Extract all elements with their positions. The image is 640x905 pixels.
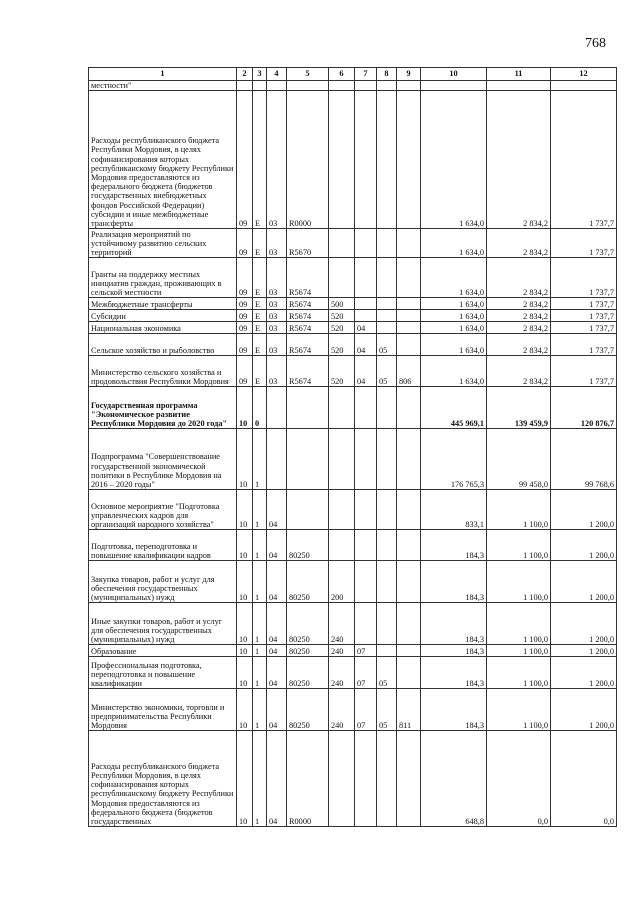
section-cell [355, 490, 377, 530]
section-cell [355, 561, 377, 603]
row-name-cell: Государственная программа "Экономическое развитие Республики Мордовия до 2020 года" [89, 387, 237, 429]
row-name-cell: Подготовка, переподготовка и повышение квалификации кадров [89, 530, 237, 561]
table-row [89, 298, 617, 310]
target-article-cell: R5674 [287, 298, 329, 310]
subprogram-code-cell: 0 [253, 387, 267, 429]
section-cell [355, 731, 377, 827]
event-code-cell [267, 429, 287, 490]
expense-type-cell [329, 229, 355, 258]
expense-type-cell [329, 81, 355, 91]
amount-2020-cell: 2 834,2 [487, 310, 551, 322]
event-code-cell: 04 [267, 645, 287, 657]
program-code-cell: 09 [237, 298, 253, 310]
amount-2021-cell: 1 737,7 [551, 258, 617, 298]
amount-2021-cell: 1 737,7 [551, 298, 617, 310]
amount-2019-cell: 184,3 [421, 689, 487, 731]
column-header: 6 [329, 68, 355, 81]
row-name-cell: Межбюджетные трансферты [89, 298, 237, 310]
ministry-code-cell [397, 561, 421, 603]
program-code-cell: 10 [237, 731, 253, 827]
amount-2019-cell: 445 969,1 [421, 387, 487, 429]
subsection-cell [377, 429, 397, 490]
target-article-cell: R5674 [287, 334, 329, 356]
ministry-code-cell [397, 91, 421, 229]
subprogram-code-cell: 1 [253, 645, 267, 657]
program-code-cell: 10 [237, 490, 253, 530]
program-code-cell: 09 [237, 356, 253, 387]
expense-type-cell: 520 [329, 322, 355, 334]
amount-2019-cell: 1 634,0 [421, 356, 487, 387]
table-header-row [89, 68, 617, 81]
table-row [89, 603, 617, 645]
budget-table [88, 67, 617, 827]
expense-type-cell: 520 [329, 310, 355, 322]
subsection-cell [377, 310, 397, 322]
amount-2021-cell: 1 737,7 [551, 229, 617, 258]
subsection-cell [377, 490, 397, 530]
amount-2021-cell: 1 737,7 [551, 91, 617, 229]
amount-2020-cell: 2 834,2 [487, 298, 551, 310]
table-row [89, 81, 617, 91]
amount-2019-cell: 1 634,0 [421, 322, 487, 334]
amount-2021-cell: 1 200,0 [551, 657, 617, 689]
row-name-cell: Основное мероприятие "Подготовка управленческих кадров для организаций народного хозяйства" [89, 490, 237, 530]
expense-type-cell [329, 387, 355, 429]
subprogram-code-cell: E [253, 258, 267, 298]
column-header: 11 [487, 68, 551, 81]
event-code-cell: 04 [267, 657, 287, 689]
column-header: 9 [397, 68, 421, 81]
column-header: 4 [267, 68, 287, 81]
program-code-cell: 10 [237, 561, 253, 603]
event-code-cell: 03 [267, 91, 287, 229]
amount-2020-cell: 2 834,2 [487, 322, 551, 334]
subsection-cell [377, 561, 397, 603]
table-row [89, 310, 617, 322]
section-cell: 07 [355, 657, 377, 689]
amount-2021-cell: 1 200,0 [551, 603, 617, 645]
program-code-cell: 10 [237, 657, 253, 689]
table-row [89, 334, 617, 356]
table-row [89, 91, 617, 229]
column-header: 7 [355, 68, 377, 81]
amount-2021-cell: 0,0 [551, 731, 617, 827]
target-article-cell: 80250 [287, 561, 329, 603]
section-cell [355, 603, 377, 645]
event-code-cell: 04 [267, 731, 287, 827]
amount-2020-cell: 2 834,2 [487, 229, 551, 258]
amount-2019-cell: 1 634,0 [421, 334, 487, 356]
amount-2020-cell: 1 100,0 [487, 530, 551, 561]
amount-2020-cell [487, 81, 551, 91]
target-article-cell: 80250 [287, 689, 329, 731]
subprogram-code-cell: E [253, 310, 267, 322]
target-article-cell: R0000 [287, 91, 329, 229]
section-cell [355, 310, 377, 322]
column-header: 12 [551, 68, 617, 81]
section-cell: 04 [355, 356, 377, 387]
row-name-cell: Профессиональная подготовка, переподготовка и повышение квалификации [89, 657, 237, 689]
ministry-code-cell [397, 322, 421, 334]
expense-type-cell [329, 490, 355, 530]
row-name-cell: Расходы республиканского бюджета Республики Мордовия, в целях софинансирования которых республиканскому бюджету Республики Мордовия предоставляются из федерального бюджета (бюджетов государственных [89, 731, 237, 827]
subprogram-code-cell: E [253, 334, 267, 356]
ministry-code-cell [397, 429, 421, 490]
amount-2020-cell: 99 458,0 [487, 429, 551, 490]
subprogram-code-cell: 1 [253, 490, 267, 530]
event-code-cell: 04 [267, 530, 287, 561]
section-cell [355, 298, 377, 310]
subsection-cell: 05 [377, 657, 397, 689]
expense-type-cell: 500 [329, 298, 355, 310]
table-row [89, 387, 617, 429]
program-code-cell: 10 [237, 387, 253, 429]
subprogram-code-cell: 1 [253, 530, 267, 561]
subsection-cell [377, 91, 397, 229]
event-code-cell: 03 [267, 258, 287, 298]
event-code-cell: 04 [267, 689, 287, 731]
table-body [89, 68, 617, 827]
target-article-cell: R5674 [287, 258, 329, 298]
amount-2020-cell: 1 100,0 [487, 561, 551, 603]
expense-type-cell: 240 [329, 689, 355, 731]
section-cell: 04 [355, 322, 377, 334]
amount-2021-cell: 1 200,0 [551, 530, 617, 561]
amount-2019-cell: 1 634,0 [421, 298, 487, 310]
target-article-cell: 80250 [287, 657, 329, 689]
ministry-code-cell [397, 387, 421, 429]
ministry-code-cell: 806 [397, 356, 421, 387]
subsection-cell [377, 731, 397, 827]
subprogram-code-cell [253, 81, 267, 91]
column-header: 5 [287, 68, 329, 81]
event-code-cell: 03 [267, 298, 287, 310]
subsection-cell [377, 603, 397, 645]
target-article-cell: 80250 [287, 530, 329, 561]
event-code-cell: 03 [267, 334, 287, 356]
event-code-cell: 03 [267, 356, 287, 387]
row-name-cell: Иные закупки товаров, работ и услуг для обеспечения государственных (муниципальных) нужд [89, 603, 237, 645]
amount-2021-cell: 99 768,6 [551, 429, 617, 490]
amount-2021-cell: 1 737,7 [551, 356, 617, 387]
program-code-cell: 09 [237, 91, 253, 229]
amount-2019-cell: 1 634,0 [421, 229, 487, 258]
table-row [89, 689, 617, 731]
row-name-cell: Реализация мероприятий по устойчивому развитию сельских территорий [89, 229, 237, 258]
column-header: 10 [421, 68, 487, 81]
expense-type-cell: 240 [329, 603, 355, 645]
table-row [89, 229, 617, 258]
ministry-code-cell [397, 258, 421, 298]
amount-2020-cell: 1 100,0 [487, 603, 551, 645]
ministry-code-cell [397, 81, 421, 91]
target-article-cell [287, 490, 329, 530]
amount-2021-cell: 1 200,0 [551, 561, 617, 603]
expense-type-cell: 240 [329, 645, 355, 657]
program-code-cell: 10 [237, 530, 253, 561]
table-row [89, 490, 617, 530]
amount-2020-cell: 1 100,0 [487, 645, 551, 657]
subprogram-code-cell: 1 [253, 561, 267, 603]
amount-2021-cell: 1 737,7 [551, 322, 617, 334]
row-name-cell: Субсидии [89, 310, 237, 322]
row-name-cell: Национальная экономика [89, 322, 237, 334]
expense-type-cell: 240 [329, 657, 355, 689]
subprogram-code-cell: 1 [253, 689, 267, 731]
ministry-code-cell [397, 530, 421, 561]
amount-2019-cell: 1 634,0 [421, 310, 487, 322]
target-article-cell [287, 81, 329, 91]
amount-2019-cell: 184,3 [421, 645, 487, 657]
subprogram-code-cell: 1 [253, 429, 267, 490]
section-cell: 07 [355, 645, 377, 657]
target-article-cell: R5674 [287, 310, 329, 322]
table-row [89, 356, 617, 387]
row-name-cell: Расходы республиканского бюджета Республики Мордовия, в целях софинансирования которых республиканскому бюджету Республики Мордовия предоставляются из федерального бюджета (бюджетов государственных внебюджетных фондов Российской Федерации) субсидии и иные межбюджетные трансферты [89, 91, 237, 229]
table-row [89, 657, 617, 689]
subsection-cell [377, 81, 397, 91]
target-article-cell: 80250 [287, 645, 329, 657]
expense-type-cell [329, 91, 355, 229]
subsection-cell [377, 258, 397, 298]
subsection-cell: 05 [377, 334, 397, 356]
ministry-code-cell [397, 657, 421, 689]
row-name-cell: Закупка товаров, работ и услуг для обеспечения государственных (муниципальных) нужд [89, 561, 237, 603]
amount-2021-cell: 1 200,0 [551, 645, 617, 657]
amount-2019-cell: 648,8 [421, 731, 487, 827]
event-code-cell: 03 [267, 322, 287, 334]
amount-2019-cell: 176 765,3 [421, 429, 487, 490]
ministry-code-cell [397, 645, 421, 657]
amount-2019-cell: 184,3 [421, 530, 487, 561]
column-header: 1 [89, 68, 237, 81]
subsection-cell [377, 530, 397, 561]
row-name-cell: Образование [89, 645, 237, 657]
ministry-code-cell: 811 [397, 689, 421, 731]
amount-2021-cell [551, 81, 617, 91]
amount-2021-cell: 1 200,0 [551, 689, 617, 731]
amount-2019-cell: 184,3 [421, 561, 487, 603]
expense-type-cell [329, 530, 355, 561]
column-header: 2 [237, 68, 253, 81]
ministry-code-cell [397, 298, 421, 310]
subprogram-code-cell: 1 [253, 603, 267, 645]
subprogram-code-cell: E [253, 356, 267, 387]
ministry-code-cell [397, 490, 421, 530]
page-number: 768 [585, 36, 606, 51]
amount-2020-cell: 0,0 [487, 731, 551, 827]
event-code-cell: 04 [267, 490, 287, 530]
subprogram-code-cell: 1 [253, 731, 267, 827]
amount-2020-cell: 1 100,0 [487, 689, 551, 731]
section-cell [355, 91, 377, 229]
expense-type-cell: 200 [329, 561, 355, 603]
column-header: 3 [253, 68, 267, 81]
row-name-cell: Сельское хозяйство и рыболовство [89, 334, 237, 356]
amount-2020-cell: 2 834,2 [487, 91, 551, 229]
section-cell [355, 429, 377, 490]
row-name-cell: Гранты на поддержку местных инициатив граждан, проживающих в сельской местности [89, 258, 237, 298]
amount-2021-cell: 1 737,7 [551, 334, 617, 356]
program-code-cell [237, 81, 253, 91]
amount-2019-cell [421, 81, 487, 91]
ministry-code-cell [397, 603, 421, 645]
program-code-cell: 09 [237, 258, 253, 298]
subsection-cell [377, 229, 397, 258]
subprogram-code-cell: E [253, 91, 267, 229]
program-code-cell: 09 [237, 310, 253, 322]
amount-2020-cell: 2 834,2 [487, 334, 551, 356]
column-header: 8 [377, 68, 397, 81]
program-code-cell: 10 [237, 603, 253, 645]
amount-2019-cell: 833,1 [421, 490, 487, 530]
program-code-cell: 10 [237, 689, 253, 731]
target-article-cell: R5674 [287, 356, 329, 387]
table-row [89, 530, 617, 561]
target-article-cell [287, 387, 329, 429]
amount-2020-cell: 1 100,0 [487, 657, 551, 689]
amount-2020-cell: 2 834,2 [487, 356, 551, 387]
row-name-cell: Министерство сельского хозяйства и продовольствия Республики Мордовия [89, 356, 237, 387]
ministry-code-cell [397, 334, 421, 356]
program-code-cell: 09 [237, 229, 253, 258]
table-row [89, 258, 617, 298]
section-cell [355, 258, 377, 298]
table-row [89, 429, 617, 490]
expense-type-cell [329, 258, 355, 298]
event-code-cell [267, 387, 287, 429]
subsection-cell [377, 298, 397, 310]
amount-2019-cell: 184,3 [421, 657, 487, 689]
subsection-cell [377, 387, 397, 429]
section-cell [355, 229, 377, 258]
program-code-cell: 10 [237, 429, 253, 490]
table-row [89, 561, 617, 603]
row-name-cell: местности" [89, 81, 237, 91]
subprogram-code-cell: E [253, 229, 267, 258]
expense-type-cell [329, 731, 355, 827]
subsection-cell: 05 [377, 356, 397, 387]
event-code-cell [267, 81, 287, 91]
row-name-cell: Подпрограмма "Совершенствование государственной экономической политики в Республике Мордовия на 2016 – 2020 годы" [89, 429, 237, 490]
amount-2020-cell: 2 834,2 [487, 258, 551, 298]
target-article-cell: R5670 [287, 229, 329, 258]
program-code-cell: 09 [237, 322, 253, 334]
amount-2020-cell: 1 100,0 [487, 490, 551, 530]
amount-2021-cell: 1 200,0 [551, 490, 617, 530]
expense-type-cell [329, 429, 355, 490]
expense-type-cell: 520 [329, 356, 355, 387]
section-cell [355, 387, 377, 429]
section-cell [355, 81, 377, 91]
subprogram-code-cell: E [253, 298, 267, 310]
subsection-cell [377, 322, 397, 334]
subprogram-code-cell: 1 [253, 657, 267, 689]
subsection-cell [377, 645, 397, 657]
table-row [89, 645, 617, 657]
ministry-code-cell [397, 229, 421, 258]
event-code-cell: 04 [267, 561, 287, 603]
section-cell [355, 530, 377, 561]
amount-2020-cell: 139 459,9 [487, 387, 551, 429]
expense-type-cell: 520 [329, 334, 355, 356]
target-article-cell: R0000 [287, 731, 329, 827]
amount-2019-cell: 184,3 [421, 603, 487, 645]
section-cell: 04 [355, 334, 377, 356]
subprogram-code-cell: E [253, 322, 267, 334]
subsection-cell: 05 [377, 689, 397, 731]
target-article-cell: 80250 [287, 603, 329, 645]
ministry-code-cell [397, 731, 421, 827]
target-article-cell [287, 429, 329, 490]
program-code-cell: 09 [237, 334, 253, 356]
row-name-cell: Министерство экономики, торговли и предпринимательства Республики Мордовия [89, 689, 237, 731]
event-code-cell: 04 [267, 603, 287, 645]
event-code-cell: 03 [267, 229, 287, 258]
section-cell: 07 [355, 689, 377, 731]
amount-2019-cell: 1 634,0 [421, 258, 487, 298]
target-article-cell: R5674 [287, 322, 329, 334]
amount-2019-cell: 1 634,0 [421, 91, 487, 229]
table-row [89, 731, 617, 827]
amount-2021-cell: 120 876,7 [551, 387, 617, 429]
table-row [89, 322, 617, 334]
program-code-cell: 10 [237, 645, 253, 657]
ministry-code-cell [397, 310, 421, 322]
event-code-cell: 03 [267, 310, 287, 322]
amount-2021-cell: 1 737,7 [551, 310, 617, 322]
